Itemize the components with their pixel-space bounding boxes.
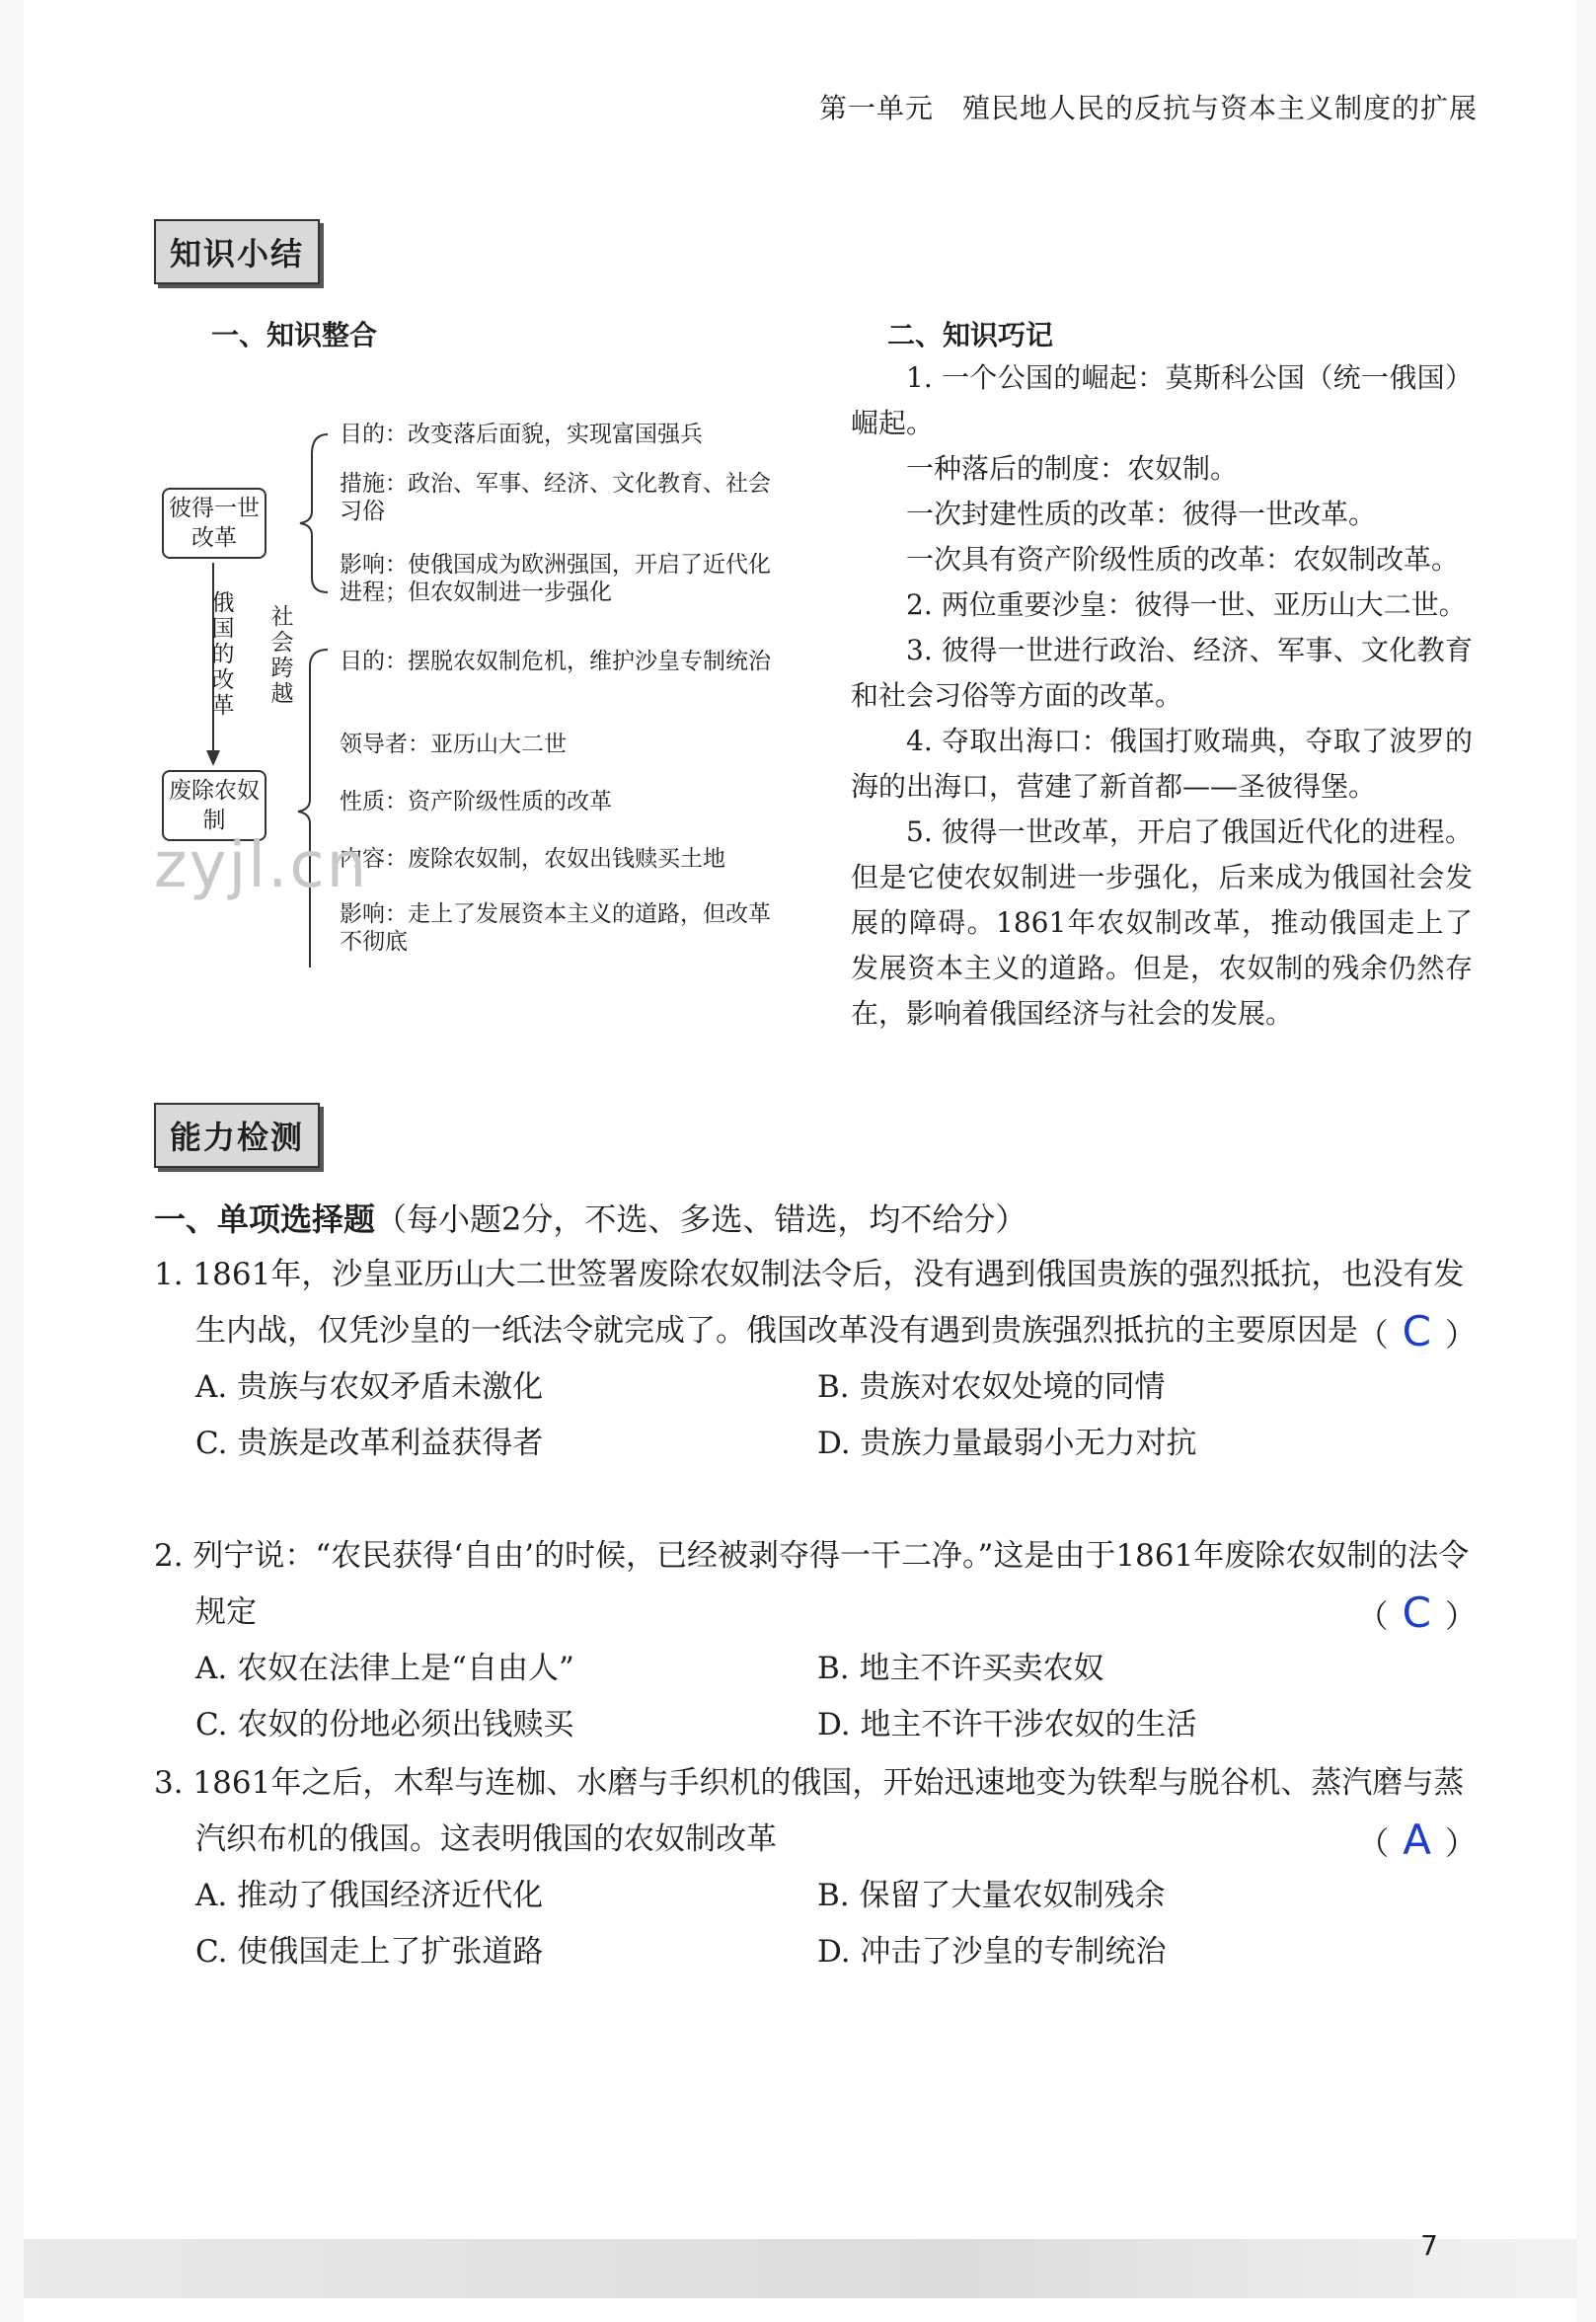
q2-option-b: B. 地主不许买卖农奴 (817, 1651, 1104, 1686)
section-ability-test: 能力检测 (154, 1103, 320, 1168)
q3-option-d: D. 冲击了沙皇的专制统治 (817, 1934, 1167, 1970)
question-3-answer: （ A ） (1357, 1816, 1477, 1864)
footer-band (24, 2239, 1576, 2298)
page-number: 7 (1420, 2229, 1438, 2262)
section-knowledge-summary: 知识小结 (154, 219, 320, 284)
reform2-nature: 性质：资产阶级性质的改革 (340, 789, 612, 814)
watermark: zyjl.cn (154, 829, 369, 902)
question-2-stem: 2. 列宁说：“农民获得‘自由’的时候，已经被剥夺得一干二净。”这是由于1861年废除农奴制的法令规定 (154, 1538, 1470, 1630)
reform1-impact: 影响：使俄国成为欧洲强国，开启了近代化进程；但农奴制进一步强化 (340, 552, 771, 605)
q1-option-a: A. 贵族与农奴矛盾未激化 (195, 1369, 544, 1405)
knowledge-integration-title: 一、知识整合 (211, 319, 378, 351)
question-2 (154, 1528, 1477, 1753)
question-type: 一、单项选择题 (154, 1200, 376, 1238)
page (24, 0, 1576, 2322)
q3-option-a: A. 推动了俄国经济近代化 (195, 1878, 544, 1913)
q2-option-a: A. 农奴在法律上是“自由人” (195, 1651, 574, 1686)
reform2-goal: 目的：摆脱农奴制危机，维护沙皇专制统治 (340, 649, 771, 674)
tip-6: 3. 彼得一世进行政治、经济、军事、文化教育和社会习俗等方面的改革。 (851, 634, 1473, 712)
q1-option-c: C. 贵族是改革利益获得者 (195, 1426, 544, 1461)
question-note: （每小题2分，不选、多选、错选，均不给分） (375, 1200, 1027, 1238)
tip-2: 一种落后的制度：农奴制。 (906, 452, 1239, 485)
knowledge-tips-title: 二、知识巧记 (887, 319, 1054, 351)
q1-option-b: B. 贵族对农奴处境的同情 (817, 1369, 1166, 1405)
tip-7: 4. 夺取出海口：俄国打败瑞典，夺取了波罗的海的出海口，营建了新首都——圣彼得堡。 (851, 725, 1473, 803)
label-russia-reform: 俄国的改革 (211, 590, 235, 719)
question-1-answer: （ C ） (1356, 1307, 1477, 1355)
tip-5: 2. 两位重要沙皇：彼得一世、亚历山大二世。 (906, 588, 1467, 621)
label-social-leap: 社会跨越 (270, 604, 294, 707)
reform2-leader: 领导者：亚历山大二世 (340, 732, 567, 757)
tip-8: 5. 彼得一世改革，开启了俄国近代化的进程。但是它使农奴制进一步强化，后来成为俄国社会发展的障碍。1861年农奴制改革，推动俄国走上了发展资本主义的道路。但是，农奴制的残余仍然存在，影响着俄国经济与社会的发展。 (851, 815, 1473, 1030)
q2-option-d: D. 地主不许干涉农奴的生活 (817, 1707, 1197, 1742)
question-1 (154, 1247, 1477, 1472)
q1-option-d: D. 贵族力量最弱小无力对抗 (817, 1426, 1197, 1461)
node-abolish-serfdom: 废除农奴制 (162, 770, 266, 841)
tip-4: 一次具有资产阶级性质的改革：农奴制改革。 (906, 543, 1460, 576)
running-header: 第一单元 殖民地人民的反抗与资本主义制度的扩展 (818, 92, 1478, 124)
tip-1: 1. 一个公国的崛起：莫斯科公国（统一俄国）崛起。 (851, 361, 1473, 439)
reform2-content: 内容：废除农奴制，农奴出钱赎买土地 (340, 846, 725, 872)
question-1-stem: 1. 1861年，沙皇亚历山大二世签署废除农奴制法令后，没有遇到俄国贵族的强烈抵抗，也没有发生内战，仅凭沙皇的一纸法令就完成了。俄国改革没有遇到贵族强烈抵抗的主要原因是 (154, 1257, 1465, 1349)
reform2-impact: 影响：走上了发展资本主义的道路，但改革不彻底 (340, 901, 771, 955)
reform1-goal: 目的：改变落后面貌，实现富国强兵 (340, 422, 703, 447)
tip-3: 一次封建性质的改革：彼得一世改革。 (906, 498, 1377, 530)
question-2-answer: （ C ） (1356, 1588, 1477, 1637)
reform1-measures: 措施：政治、军事、经济、文化教育、社会习俗 (340, 471, 771, 524)
question-section-title (154, 1195, 1026, 1240)
q3-option-b: B. 保留了大量农奴制残余 (817, 1878, 1166, 1913)
q2-option-c: C. 农奴的份地必须出钱赎买 (195, 1707, 574, 1742)
q3-option-c: C. 使俄国走上了扩张道路 (195, 1934, 544, 1970)
question-3 (154, 1755, 1477, 1980)
question-3-stem: 3. 1861年之后，木犁与连枷、水磨与手织机的俄国，开始迅速地变为铁犁与脱谷机、蒸汽磨与蒸汽织布机的俄国。这表明俄国的农奴制改革 (154, 1765, 1465, 1857)
knowledge-tips (851, 355, 1473, 1037)
node-peter-reform: 彼得一世改革 (162, 488, 266, 559)
